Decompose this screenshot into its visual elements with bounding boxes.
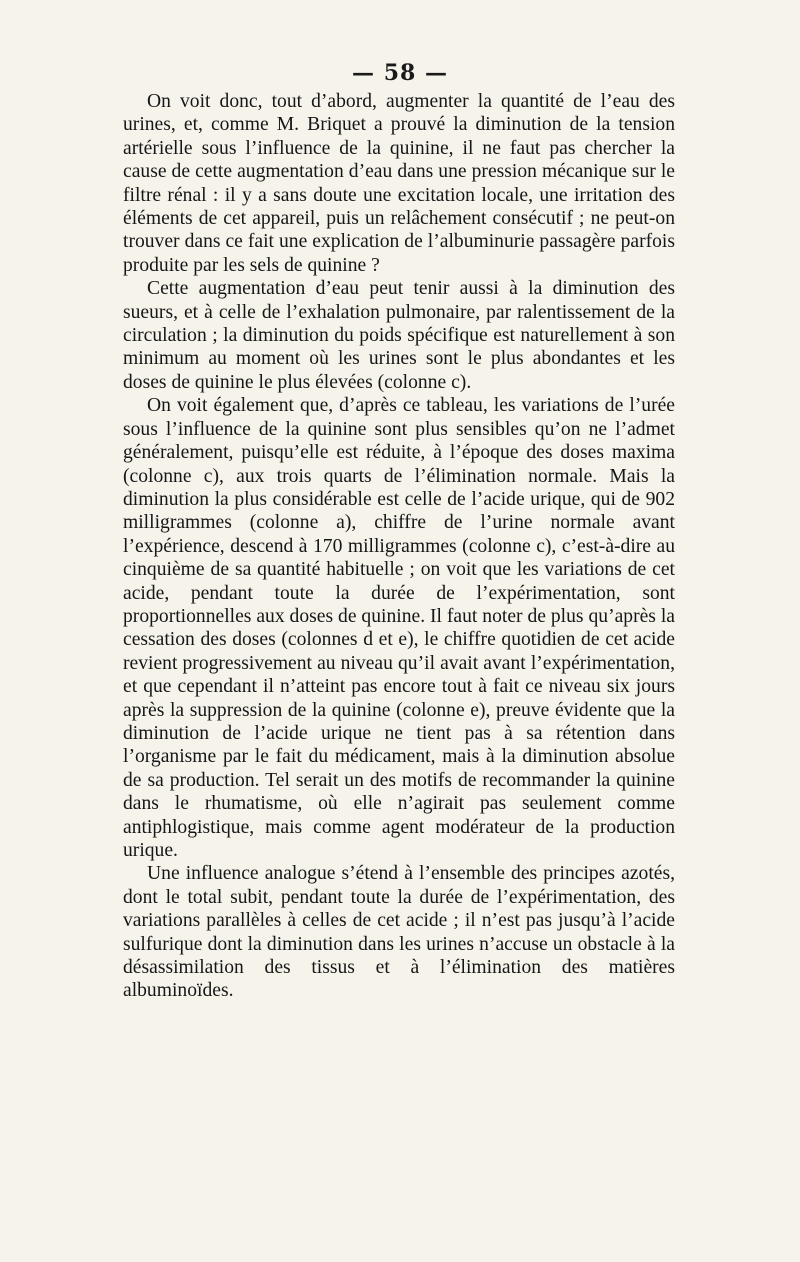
page-number: — 58 — xyxy=(352,60,448,86)
paragraph-3: On voit également que, d’après ce tableau, les variations de l’urée sous l’influence de la quinine sont plus sensibles qu’on ne l’admet généralement, puisqu’elle est réduite, à l’époque des doses maxima (colonne c), aux trois quarts de l’élimination normale. Mais la diminution la plus considérable est celle de l’acide urique, qui de 902 milligrammes (colonne a), chiffre de l’urine normale avant l’expérience, descend à 170 milligrammes (colonne c), c’est-à-dire au cinquième de sa quantité habituelle ; on voit que les variations de cet acide, pendant toute la durée de l’expérimentation, sont proportionnelles aux doses de quinine. Il faut noter de plus qu’après la cessation des doses (colonnes d et e), le chiffre quotidien de cet acide revient progressivement au niveau qu’il avait avant l’expérimentation, et que cependant il n’atteint pas encore tout à fait ce niveau six jours après la suppression de la quinine (colonne e), preuve évidente que la diminution de l’acide urique ne tient pas à sa rétention dans l’organisme par le fait du médicament, mais à la diminution absolue de sa production. Tel serait un des motifs de recommander la quinine dans le rhumatisme, où elle n’agirait pas seulement comme antiphlogistique, mais comme agent modérateur de la production urique. xyxy=(123,395,675,861)
paragraph-2: Cette augmentation d’eau peut tenir aussi à la diminution des sueurs, et à celle de l’exhalation pulmonaire, par ralentissement de la circulation ; la diminution du poids spécifique est naturellement à son minimum au moment où les urines sont le plus abondantes et les doses de quinine le plus élevées (colonne c). xyxy=(123,278,675,393)
paragraph-4: Une influence analogue s’étend à l’ensemble des principes azotés, dont le total subit, pendant toute la durée de l’expérimentation, des variations parallèles à celles de cet acide ; il n’est pas jusqu’à l’acide sulfurique dont la diminution dans les urines n’accuse un obstacle à la désassimilation des tissus et à l’élimination des matières albuminoïdes. xyxy=(123,863,675,1002)
paragraph-1: On voit donc, tout d’abord, augmenter la quantité de l’eau des urines, et, comme M. Briquet a prouvé la diminution de la tension artérielle sous l’influence de la quinine, il ne faut pas chercher la cause de cette augmentation d’eau dans une pression mécanique sur le filtre rénal : il y a sans doute une excitation locale, une irritation des éléments de cet appareil, puis un relâchement consécutif ; ne peut-on trouver dans ce fait une explication de l’albuminurie passagère parfois produite par les sels de quinine ? xyxy=(123,91,675,276)
body-text xyxy=(123,90,675,1003)
